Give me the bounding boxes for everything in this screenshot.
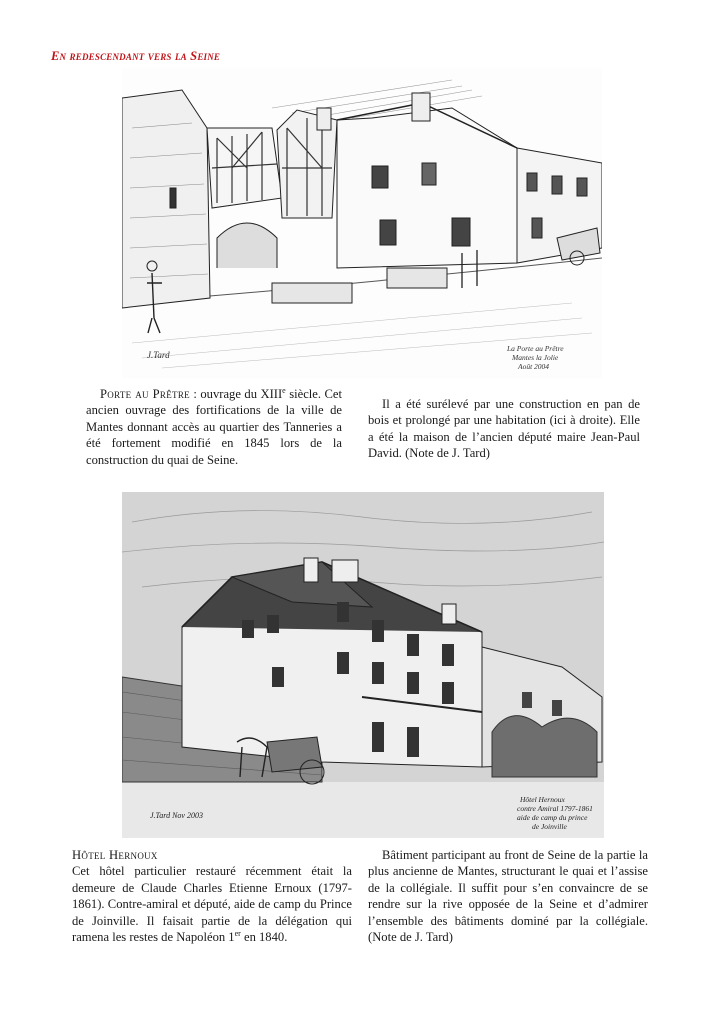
note-text: Il a été surélevé par une construction en pan de bois et prolongé par une habitation (ici à droite). Elle a été la maison de l’ancien député maire Jean-Paul David. (Note de J. Tard) [368, 397, 640, 461]
drawing-caption-line: de Joinville [532, 822, 567, 831]
porte-au-pretre-drawing [122, 68, 602, 378]
description-text: en 1840. [240, 930, 288, 945]
drawing-signature: J.Tard [147, 350, 170, 360]
drawing-caption-line: aide de camp du prince [517, 813, 588, 822]
description-text: : ouvrage du XIII [189, 387, 283, 401]
hotel-hernoux-title: Hôtel Hernoux [72, 848, 158, 862]
note-text: Bâtiment participant au front de Seine de la partie la plus ancienne de Mantes, structurant le quai et l’assise de la collégiale. Il suffit pour s’en convaincre de se rendre sur la rive opposée de la Seine et d’admirer l’ensemble des bâtiments dominé par la collégiale. (Note de J. Tard) [368, 848, 648, 945]
section-header: En redescendant vers la Seine [51, 49, 221, 63]
drawing-caption-line: Août 2004 [518, 362, 550, 371]
description-text: siècle. Cet ancien ouvrage des fortifications de la ville de Mantes donnant accès au quartier des Tanneries a été fortement modifié en 1845 lors de la construction du quai de Seine. [86, 387, 342, 467]
drawing-caption-line: La Porte au Prêtre [507, 344, 564, 353]
porte-au-pretre-note [368, 396, 640, 462]
porte-au-pretre-description [86, 386, 342, 468]
hotel-hernoux-description [72, 847, 352, 945]
drawing-caption-line: Mantes la Jolie [512, 353, 559, 362]
superscript: er [234, 928, 241, 938]
description-text: Cet hôtel particulier restauré récemment était la demeure de Claude Charles Etienne Ernoux (1797-1861). Contre-amiral et député, aide de camp du Prince de Joinville. Il faisait partie de la délégation qui ramena les restes de Napoléon 1 [72, 864, 352, 945]
superscript: e [282, 385, 286, 395]
hotel-hernoux-drawing [122, 492, 604, 838]
drawing-caption-line: contre Amiral 1797-1861 [517, 804, 593, 813]
drawing-signature: J.Tard Nov 2003 [150, 811, 203, 820]
hotel-hernoux-note [368, 847, 648, 945]
drawing-caption-line: Hôtel Hernoux [520, 795, 565, 804]
porte-au-pretre-title: Porte au Prêtre [100, 387, 190, 401]
